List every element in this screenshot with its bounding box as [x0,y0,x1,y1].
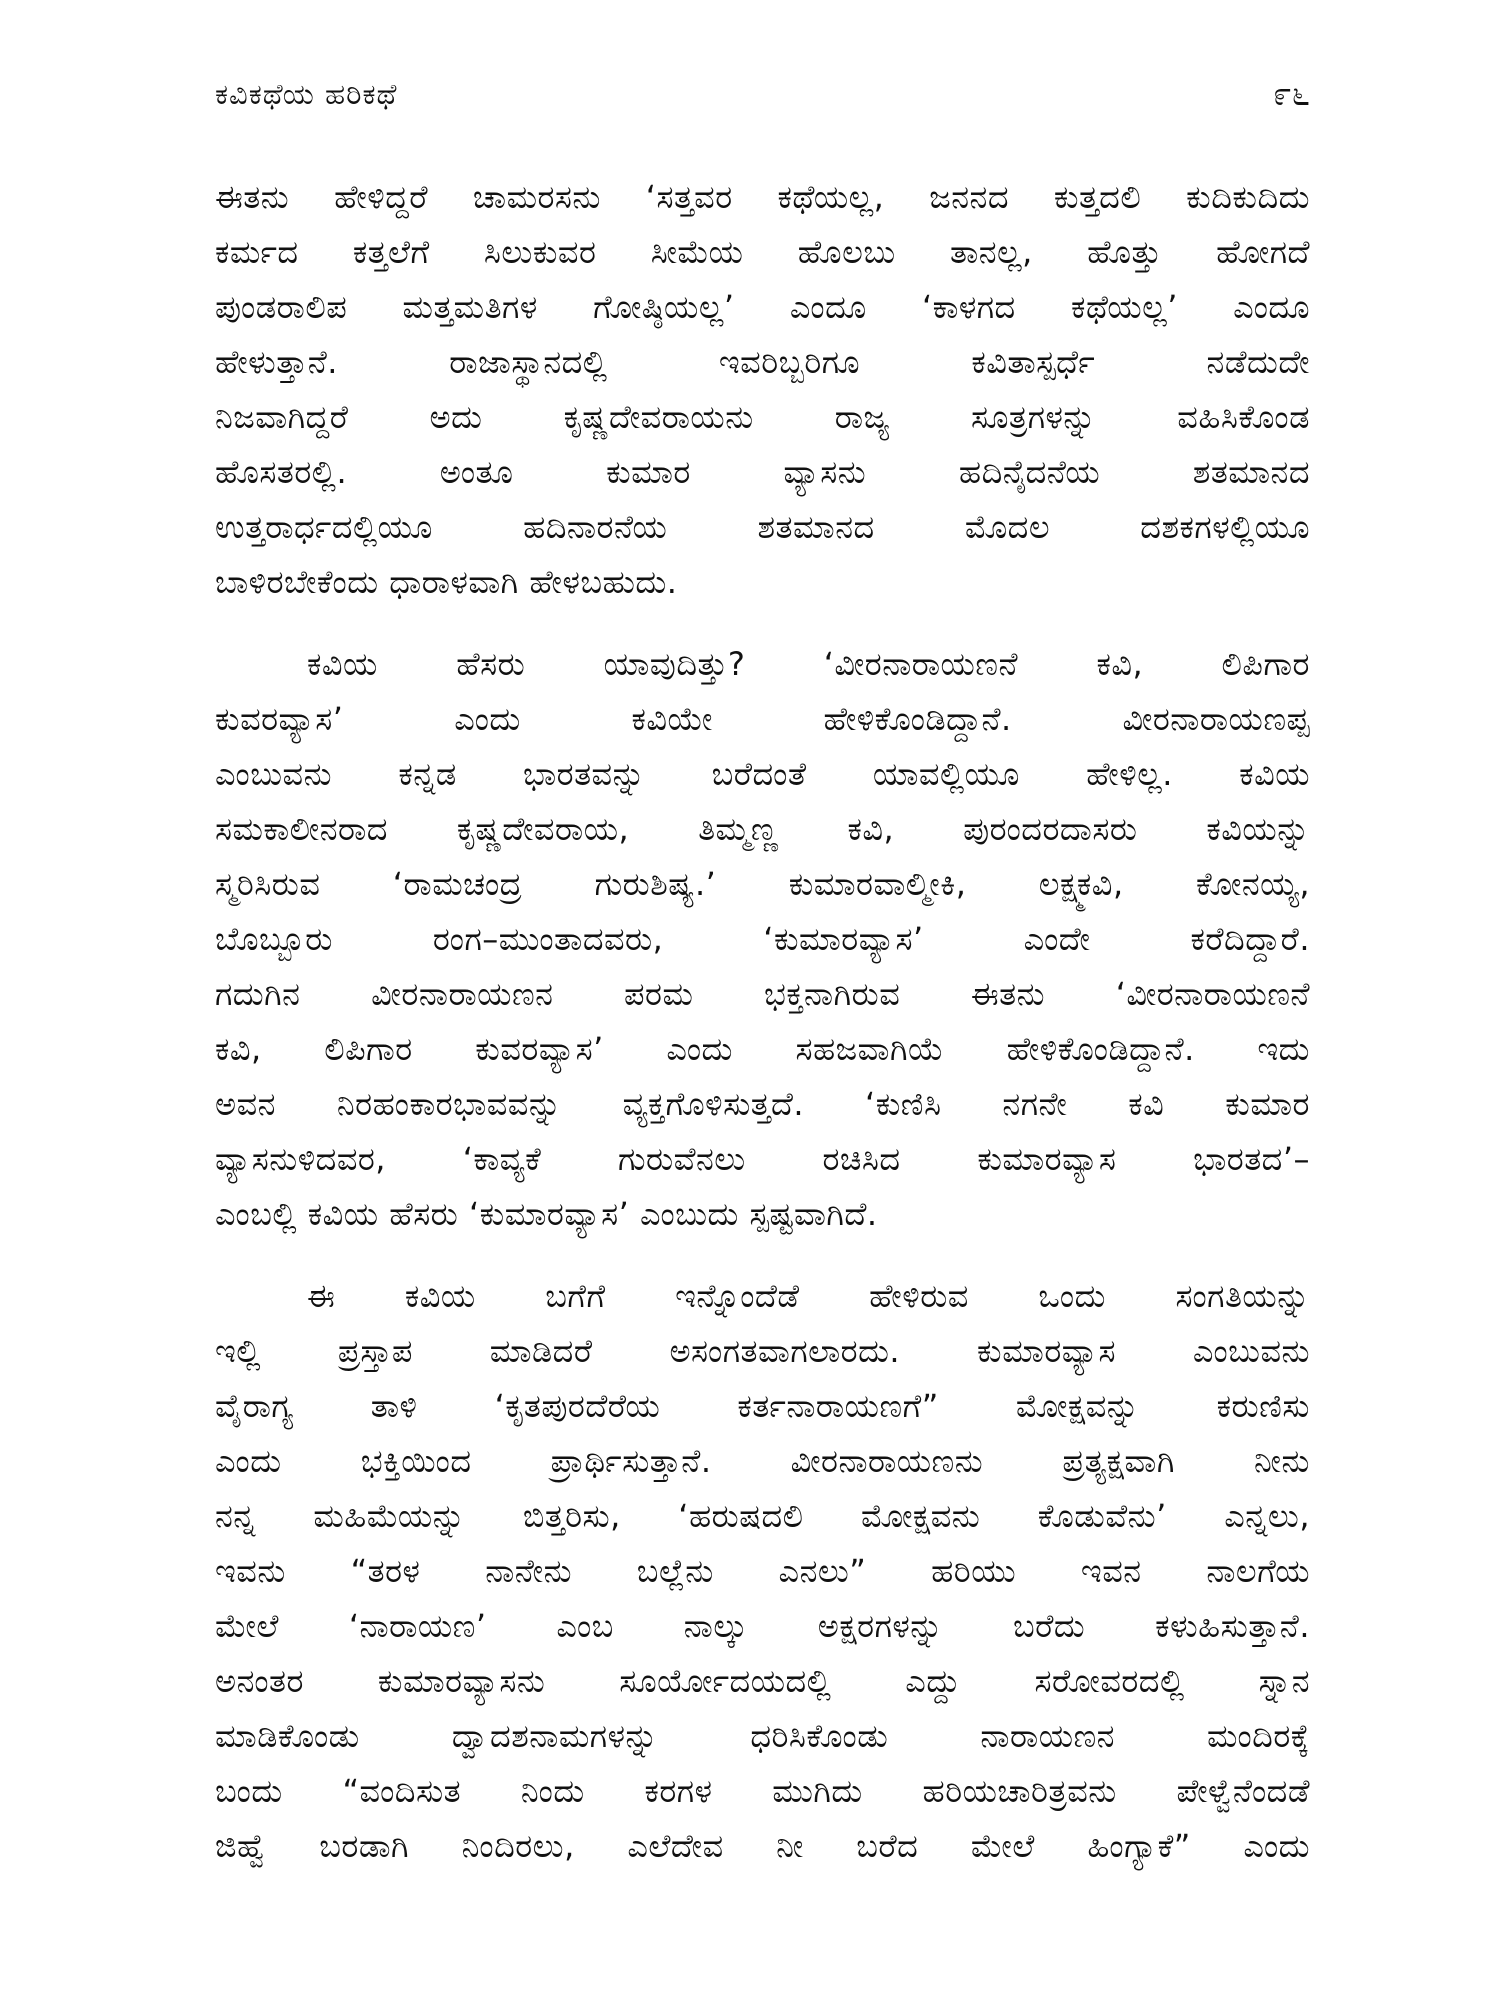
text-line: ಎಂಬಲ್ಲಿ ಕವಿಯ ಹೆಸರು ‘ಕುಮಾರವ್ಯಾಸ’ ಎಂಬುದು ಸ್ಪಷ್ಟವಾಗಿದೆ. [215,1195,878,1233]
text-line: ಪುಂಡರಾಲಿಪ ಮತ್ತಮತಿಗಳ ಗೋಷ್ಠಿಯಲ್ಲ’ ಎಂದೂ ‘ಕಾಳಗದ ಕಥೆಯಲ್ಲ’ ಎಂದೂ [215,288,1310,326]
text-line: ಅವನ ನಿರಹಂಕಾರಭಾವವನ್ನು ವ್ಯಕ್ತಗೊಳಿಸುತ್ತದೆ. ‘ಕುಣಿಸಿ ನಗನೇ ಕವಿ ಕುಮಾರ [215,1085,1310,1123]
text-line: ವೈರಾಗ್ಯ ತಾಳಿ ‘ಕೃತಪುರದೆರೆಯ ಕರ್ತನಾರಾಯಣಗೆ” ಮೋಕ್ಷವನ್ನು ಕರುಣಿಸು [215,1387,1310,1425]
text-line: ಗದುಗಿನ ವೀರನಾರಾಯಣನ ಪರಮ ಭಕ್ತನಾಗಿರುವ ಈತನು ‘ವೀರನಾರಾಯಣನೆ [215,975,1310,1013]
text-line: ಹೇಳುತ್ತಾನೆ. ರಾಜಾಸ್ಥಾನದಲ್ಲಿ ಇವರಿಬ್ಬರಿಗೂ ಕವಿತಾಸ್ಪರ್ಧೆ ನಡೆದುದೇ [215,343,1310,381]
text-line: ಬಾಳಿರಬೇಕೆಂದು ಧಾರಾಳವಾಗಿ ಹೇಳಬಹುದು. [215,563,678,601]
text-line: ಕುವರವ್ಯಾಸ’ ಎಂದು ಕವಿಯೇ ಹೇಳಿಕೊಂಡಿದ್ದಾನೆ. ವೀರನಾರಾಯಣಪ್ಪ [215,700,1310,738]
text-line: ನನ್ನ ಮಹಿಮೆಯನ್ನು ಬಿತ್ತರಿಸು, ‘ಹರುಷದಲಿ ಮೋಕ್ಷವನು ಕೊಡುವೆನು’ ಎನ್ನಲು, [215,1497,1310,1535]
text-line: ಬಂದು “ವಂದಿಸುತ ನಿಂದು ಕರಗಳ ಮುಗಿದು ಹರಿಯಚಾರಿತ್ರವನು ಪೇಳ್ವೆನೆಂದಡೆ [215,1772,1310,1810]
text-line: ಉತ್ತರಾರ್ಧದಲ್ಲಿಯೂ ಹದಿನಾರನೆಯ ಶತಮಾನದ ಮೊದಲ ದಶಕಗಳಲ್ಲಿಯೂ [215,508,1310,546]
text-line: ಕರ್ಮದ ಕತ್ತಲೆಗೆ ಸಿಲುಕುವರ ಸೀಮೆಯ ಹೊಲಬು ತಾನಲ್ಲ, ಹೊತ್ತು ಹೋಗದೆ [215,233,1310,271]
text-line: ಸಮಕಾಲೀನರಾದ ಕೃಷ್ಣದೇವರಾಯ, ತಿಮ್ಮಣ್ಣ ಕವಿ, ಪುರಂದರದಾಸರು ಕವಿಯನ್ನು [215,810,1310,848]
text-line: ಈತನು ಹೇಳಿದ್ದರೆ ಚಾಮರಸನು ‘ಸತ್ತವರ ಕಥೆಯಲ್ಲ, ಜನನದ ಕುತ್ತದಲಿ ಕುದಿಕುದಿದು [215,178,1310,216]
paragraph-gap [215,1242,1310,1269]
text-line: ಕವಿ, ಲಿಪಿಗಾರ ಕುವರವ್ಯಾಸ’ ಎಂದು ಸಹಜವಾಗಿಯೆ ಹೇಳಿಕೊಂಡಿದ್ದಾನೆ. ಇದು [215,1030,1310,1068]
text-line: ನಿಜವಾಗಿದ್ದರೆ ಅದು ಕೃಷ್ಣದೇವರಾಯನು ರಾಜ್ಯ ಸೂತ್ರಗಳನ್ನು ವಹಿಸಿಕೊಂಡ [215,398,1310,436]
text-line: ಬೊಬ್ಬೂರು ರಂಗ–ಮುಂತಾದವರು, ‘ಕುಮಾರವ್ಯಾಸ’ ಎಂದೇ ಕರೆದಿದ್ದಾರೆ. [215,920,1310,958]
text-line: ಇವನು “ತರಳ ನಾನೇನು ಬಲ್ಲೆನು ಎನಲು” ಹರಿಯು ಇವನ ನಾಲಗೆಯ [215,1552,1310,1590]
text-line: ಮೇಲೆ ‘ನಾರಾಯಣ’ ಎಂಬ ನಾಲ್ಕು ಅಕ್ಷರಗಳನ್ನು ಬರೆದು ಕಳುಹಿಸುತ್ತಾನೆ. [215,1607,1310,1645]
page-header [215,74,1310,120]
page-number: ೯೬ [1273,74,1310,113]
text-line: ಜಿಹ್ವೆ ಬರಡಾಗಿ ನಿಂದಿರಲು, ಎಲೆದೇವ ನೀ ಬರೆದ ಮೇಲೆ ಹಿಂಗ್ಯಾಕೆ” ಎಂದು [215,1827,1310,1865]
text-line: ಸ್ಮರಿಸಿರುವ ‘ರಾಮಚಂದ್ರ ಗುರುಶಿಷ್ಯ.’ ಕುಮಾರವಾಲ್ಮೀಕಿ, ಲಕ್ಷ್ಮಕವಿ, ಕೋನಯ್ಯ, [215,865,1310,903]
text-line: ಮಾಡಿಕೊಂಡು ದ್ವಾದಶನಾಮಗಳನ್ನು ಧರಿಸಿಕೊಂಡು ನಾರಾಯಣನ ಮಂದಿರಕ್ಕೆ [215,1717,1310,1755]
text-line: ವ್ಯಾಸನುಳಿದವರ, ‘ಕಾವ್ಯಕೆ ಗುರುವೆನಲು ರಚಿಸಿದ ಕುಮಾರವ್ಯಾಸ ಭಾರತದ’– [215,1140,1310,1178]
text-line: ಎಂದು ಭಕ್ತಿಯಿಂದ ಪ್ರಾರ್ಥಿಸುತ್ತಾನೆ. ವೀರನಾರಾಯಣನು ಪ್ರತ್ಯಕ್ಷವಾಗಿ ನೀನು [215,1442,1310,1480]
paragraph-gap [215,610,1310,637]
text-line: ಅನಂತರ ಕುಮಾರವ್ಯಾಸನು ಸೂರ್ಯೋದಯದಲ್ಲಿ ಎದ್ದು ಸರೋವರದಲ್ಲಿ ಸ್ನಾನ [215,1662,1310,1700]
body-text [215,170,1310,1874]
paragraph [215,637,1310,1242]
paragraph [215,170,1310,610]
text-line: ಹೊಸತರಲ್ಲಿ. ಅಂತೂ ಕುಮಾರ ವ್ಯಾಸನು ಹದಿನೈದನೆಯ ಶತಮಾನದ [215,453,1310,491]
text-line: ಇಲ್ಲಿ ಪ್ರಸ್ತಾಪ ಮಾಡಿದರೆ ಅಸಂಗತವಾಗಲಾರದು. ಕುಮಾರವ್ಯಾಸ ಎಂಬುವನು [215,1332,1310,1370]
text-line: ಈ ಕವಿಯ ಬಗೆಗೆ ಇನ್ನೊಂದೆಡೆ ಹೇಳಿರುವ ಒಂದು ಸಂಗತಿಯನ್ನು [307,1277,1310,1315]
paragraph [215,1269,1310,1874]
text-line: ಎಂಬುವನು ಕನ್ನಡ ಭಾರತವನ್ನು ಬರೆದಂತೆ ಯಾವಲ್ಲಿಯೂ ಹೇಳಿಲ್ಲ. ಕವಿಯ [215,755,1310,793]
running-title: ಕವಿಕಥೆಯ ಹರಿಕಥೆ [215,77,398,111]
text-line: ಕವಿಯ ಹೆಸರು ಯಾವುದಿತ್ತು? ‘ವೀರನಾರಾಯಣನೆ ಕವಿ, ಲಿಪಿಗಾರ [307,645,1310,683]
